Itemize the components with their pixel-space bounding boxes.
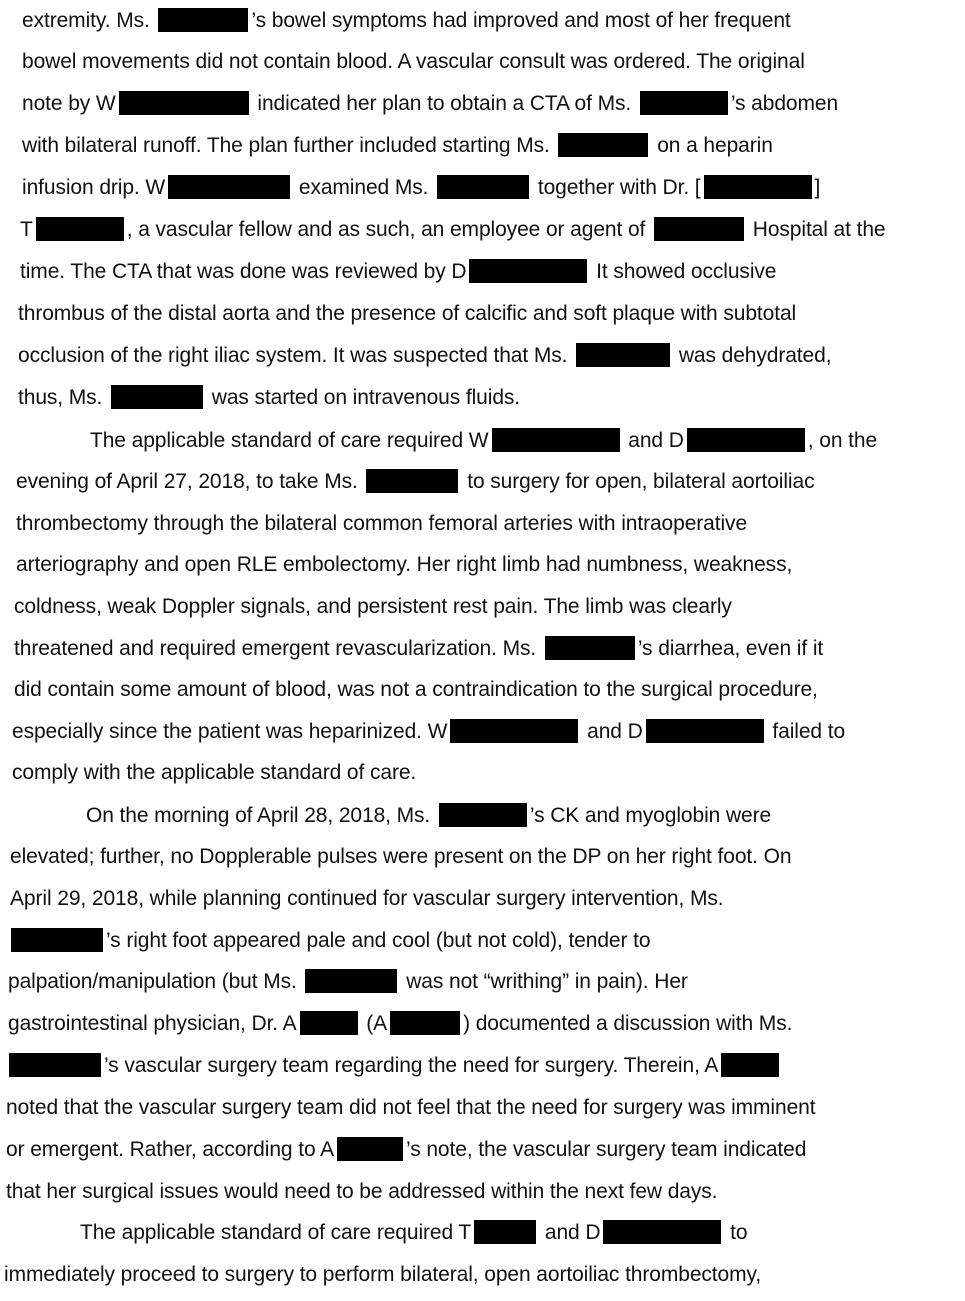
line-text: and D	[539, 1221, 601, 1244]
line-text: and D	[622, 429, 684, 452]
redaction-bar	[111, 385, 203, 409]
redaction-bar	[474, 1220, 536, 1244]
text-line	[8, 928, 650, 954]
redaction-bar	[168, 175, 290, 199]
redaction-bar	[9, 1053, 101, 1077]
text-line	[10, 886, 724, 912]
redaction-bar	[469, 259, 587, 283]
redaction-bar	[390, 1011, 460, 1035]
text-line	[20, 217, 886, 243]
text-line	[18, 301, 796, 327]
line-text: comply with the applicable standard of care.	[12, 761, 417, 784]
text-line	[14, 677, 818, 703]
redaction-bar	[366, 469, 458, 493]
text-line	[16, 469, 814, 495]
text-line	[18, 343, 831, 369]
line-text: noted that the vascular surgery team did not feel that the need for surgery was imminent	[6, 1096, 816, 1119]
redaction-bar	[439, 803, 527, 827]
line-text: to	[724, 1221, 748, 1244]
line-text: gastrointestinal physician, Dr. A	[8, 1012, 297, 1035]
redaction-bar	[654, 217, 744, 241]
line-text: or emergent. Rather, according to A	[6, 1138, 335, 1161]
text-line	[22, 91, 838, 117]
redaction-bar	[450, 719, 578, 743]
line-text: ) documented a discussion with Ms.	[463, 1012, 793, 1035]
line-text: ’s note, the vascular surgery team indicated	[406, 1138, 807, 1161]
line-text: extremity. Ms.	[22, 9, 156, 32]
line-text: was not “writhing” in pain). Her	[400, 970, 688, 993]
line-text: that her surgical issues would need to be addressed within the next few days.	[6, 1180, 718, 1203]
line-text: note by W	[22, 92, 116, 115]
redaction-bar	[603, 1220, 721, 1244]
redaction-bar	[158, 8, 248, 32]
text-line	[14, 636, 823, 662]
text-line	[6, 1095, 815, 1121]
text-line	[22, 8, 791, 34]
line-text: on a heparin	[651, 134, 773, 157]
line-text: immediately proceed to surgery to perform bilateral, open aortoiliac thrombectomy,	[4, 1263, 762, 1286]
line-text: It showed occlusive	[590, 260, 777, 283]
line-text: occlusion of the right iliac system. It was suspected that Ms.	[18, 344, 574, 367]
line-text: ’s CK and myoglobin were	[529, 804, 772, 827]
redaction-bar	[300, 1011, 358, 1035]
redaction-bar	[704, 175, 812, 199]
line-text: did contain some amount of blood, was not a contraindication to the surgical procedure,	[14, 678, 818, 701]
redaction-bar	[646, 719, 764, 743]
redaction-bar	[640, 91, 728, 115]
line-text: arteriography and open RLE embolectomy. Her right limb had numbness, weakness,	[16, 553, 793, 576]
line-text: bowel movements did not contain blood. A vascular consult was ordered. The original	[22, 50, 805, 73]
line-text: indicated her plan to obtain a CTA of Ms.	[251, 92, 637, 115]
line-text: ’s right foot appeared pale and cool (but not cold), tender to	[106, 929, 651, 952]
text-line	[80, 1220, 748, 1246]
line-text: was started on intravenous fluids.	[206, 386, 521, 409]
text-line	[22, 133, 773, 159]
line-text: Hospital at the	[747, 218, 886, 241]
line-text: was dehydrated,	[673, 344, 832, 367]
line-text: ’s diarrhea, even if it	[637, 637, 824, 660]
text-line	[6, 1053, 782, 1079]
line-text: , on the	[807, 429, 878, 452]
line-text: , a vascular fellow and as such, an employee or agent of	[126, 218, 652, 241]
text-line	[8, 969, 688, 995]
redaction-bar	[305, 969, 397, 993]
line-text: The applicable standard of care required T	[80, 1221, 472, 1244]
line-text: failed to	[766, 720, 846, 743]
redaction-bar	[576, 343, 670, 367]
line-text: examined Ms.	[293, 176, 435, 199]
line-text: On the morning of April 28, 2018, Ms.	[86, 804, 436, 827]
redaction-bar	[492, 428, 620, 452]
line-text: April 29, 2018, while planning continued for vascular surgery intervention, Ms.	[10, 887, 724, 910]
line-text: ’s bowel symptoms had improved and most of her frequent	[251, 9, 791, 32]
line-text: infusion drip. W	[22, 176, 166, 199]
text-line	[6, 1137, 806, 1163]
redaction-bar	[437, 175, 529, 199]
line-text: elevated; further, no Dopplerable pulses were present on the DP on her right foot. On	[10, 845, 792, 868]
text-line	[18, 385, 520, 411]
text-line	[10, 844, 791, 870]
text-line	[86, 803, 771, 829]
text-line	[22, 49, 805, 75]
line-text: time. The CTA that was done was reviewed by D	[20, 260, 467, 283]
redaction-bar	[119, 91, 249, 115]
line-text: ]	[814, 176, 821, 199]
line-text: thus, Ms.	[18, 386, 109, 409]
line-text: with bilateral runoff. The plan further included starting Ms.	[22, 134, 556, 157]
line-text: The applicable standard of care required W	[90, 429, 489, 452]
redaction-bar	[558, 133, 648, 157]
text-line	[20, 259, 776, 285]
text-line	[90, 428, 877, 454]
line-text: to surgery for open, bilateral aortoiliac	[461, 470, 815, 493]
text-line	[8, 1011, 792, 1037]
line-text: and D	[581, 720, 643, 743]
line-text: palpation/manipulation (but Ms.	[8, 970, 303, 993]
line-text: ’s abdomen	[730, 92, 839, 115]
text-line	[12, 719, 845, 745]
line-text: evening of April 27, 2018, to take Ms.	[16, 470, 364, 493]
redaction-bar	[337, 1137, 403, 1161]
line-text: especially since the patient was heparinized. W	[12, 720, 448, 743]
redaction-bar	[545, 636, 635, 660]
redaction-bar	[721, 1053, 779, 1077]
line-text: thrombectomy through the bilateral common femoral arteries with intraoperative	[16, 512, 748, 535]
line-text: T	[20, 218, 33, 241]
line-text: together with Dr. [	[532, 176, 701, 199]
text-line	[22, 175, 820, 201]
redaction-bar	[36, 217, 124, 241]
text-line	[16, 552, 792, 578]
text-line	[14, 594, 732, 620]
line-text: threatened and required emergent revascularization. Ms.	[14, 637, 542, 660]
text-line	[16, 511, 747, 537]
line-text: thrombus of the distal aorta and the presence of calcific and soft plaque with subtotal	[18, 302, 797, 325]
redaction-bar	[687, 428, 805, 452]
text-line	[6, 1179, 717, 1205]
line-text: ’s vascular surgery team regarding the need for surgery. Therein, A	[104, 1054, 719, 1077]
line-text: coldness, weak Doppler signals, and persistent rest pain. The limb was clearly	[14, 595, 732, 618]
redaction-bar	[11, 928, 103, 952]
text-line	[4, 1262, 761, 1288]
text-line	[12, 760, 416, 786]
line-text: (A	[360, 1012, 388, 1035]
